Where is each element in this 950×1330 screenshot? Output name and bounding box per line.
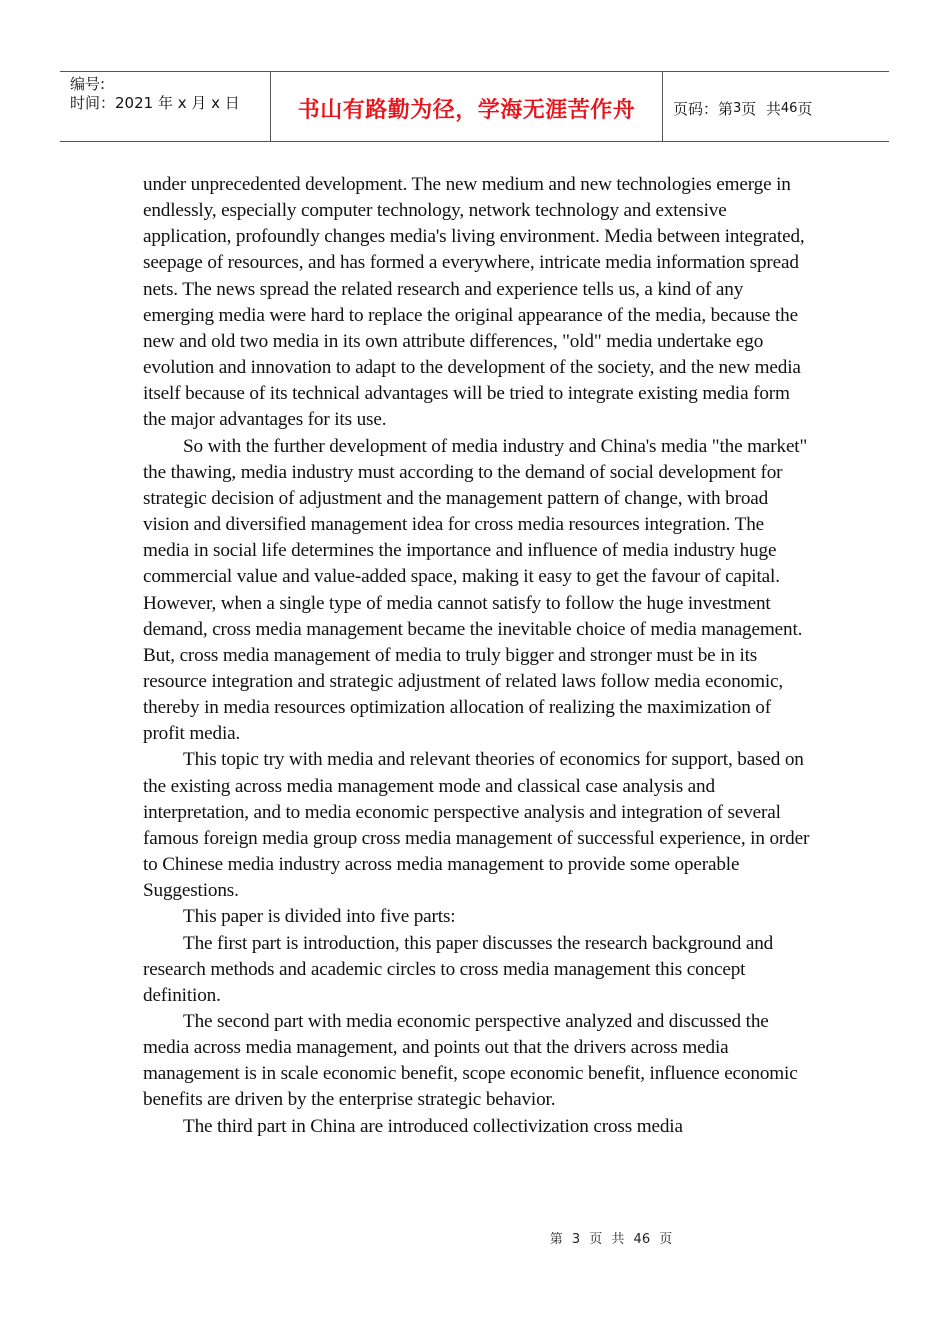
page-info-middle: 页 共	[741, 99, 781, 118]
page-footer	[0, 1228, 950, 1247]
paragraph: The third part in China are introduced collectivization cross media	[183, 1115, 683, 1137]
paragraph: This paper is divided into five parts:	[183, 906, 456, 928]
page-info-prefix: 页码：第	[673, 99, 734, 118]
page-info-suffix: 页	[797, 99, 813, 118]
footer-page-number: 第 3 页 共 46 页	[549, 1232, 673, 1247]
page-header	[60, 71, 889, 142]
header-page-info-cell	[663, 72, 889, 141]
page-total: 46	[780, 100, 798, 116]
document-body	[143, 172, 813, 1140]
date-label: 时间：2021 年 x 月 x 日	[70, 94, 240, 112]
motto-text: 书山有路勤为径，学海无涯苦作舟	[297, 97, 636, 123]
paragraph: The first part is introduction, this paper discusses the research background and research methods and academic circles to cross media management this concept definition.	[143, 932, 774, 1006]
header-meta-cell	[60, 72, 271, 141]
paragraph: under unprecedented development. The new medium and new technologies emerge in endlessly, especially computer technology, network technology and extensive application, profoundly changes media's living environment. Media between integrated, seepage of resources, and has formed a everywhere, intricate media information spread nets. The news spread the related research and experience tells us, a kind of any emerging media were hard to replace the original appearance of the media, because the new and old two media in its own attribute differences, "old" media undertake ego evolution and innovation to adapt to the development of the society, and the new media itself because of its technical advantages will be tried to integrate existing media form the major advantages for its use.	[143, 174, 805, 431]
paragraph: So with the further development of media industry and China's media "the market" the thawing, media industry must according to the demand of social development for strategic decision of adjustment and the management pattern of change, with broad vision and diversified management idea for cross media resources integration. The media in social life determines the importance and influence of media industry huge commercial value and value-added space, making it easy to get the favour of capital. However, when a single type of media cannot satisfy to follow the huge investment demand, cross media management became the inevitable choice of media management. But, cross media management of media to truly bigger and stronger must be in its resource integration and strategic adjustment of related laws follow media economic, thereby in media resources optimization allocation of realizing the maximization of profit media.	[143, 435, 808, 745]
header-motto-cell	[271, 72, 663, 141]
page-current: 3	[733, 100, 742, 116]
paragraph: This topic try with media and relevant theories of economics for support, based on the existing across media management mode and classical case analysis and interpretation, and to media economic perspective analysis and integration of several famous foreign media group cross media management of successful experience, in order to Chinese media industry across media management to provide some operable Suggestions.	[143, 749, 810, 902]
paragraph: The second part with media economic perspective analyzed and discussed the media across media management, and points out that the drivers across media management is in scale economic benefit, scope economic benefit, influence economic benefits are driven by the enterprise strategic behavior.	[143, 1011, 798, 1111]
serial-number-label: 编号:	[70, 75, 106, 93]
